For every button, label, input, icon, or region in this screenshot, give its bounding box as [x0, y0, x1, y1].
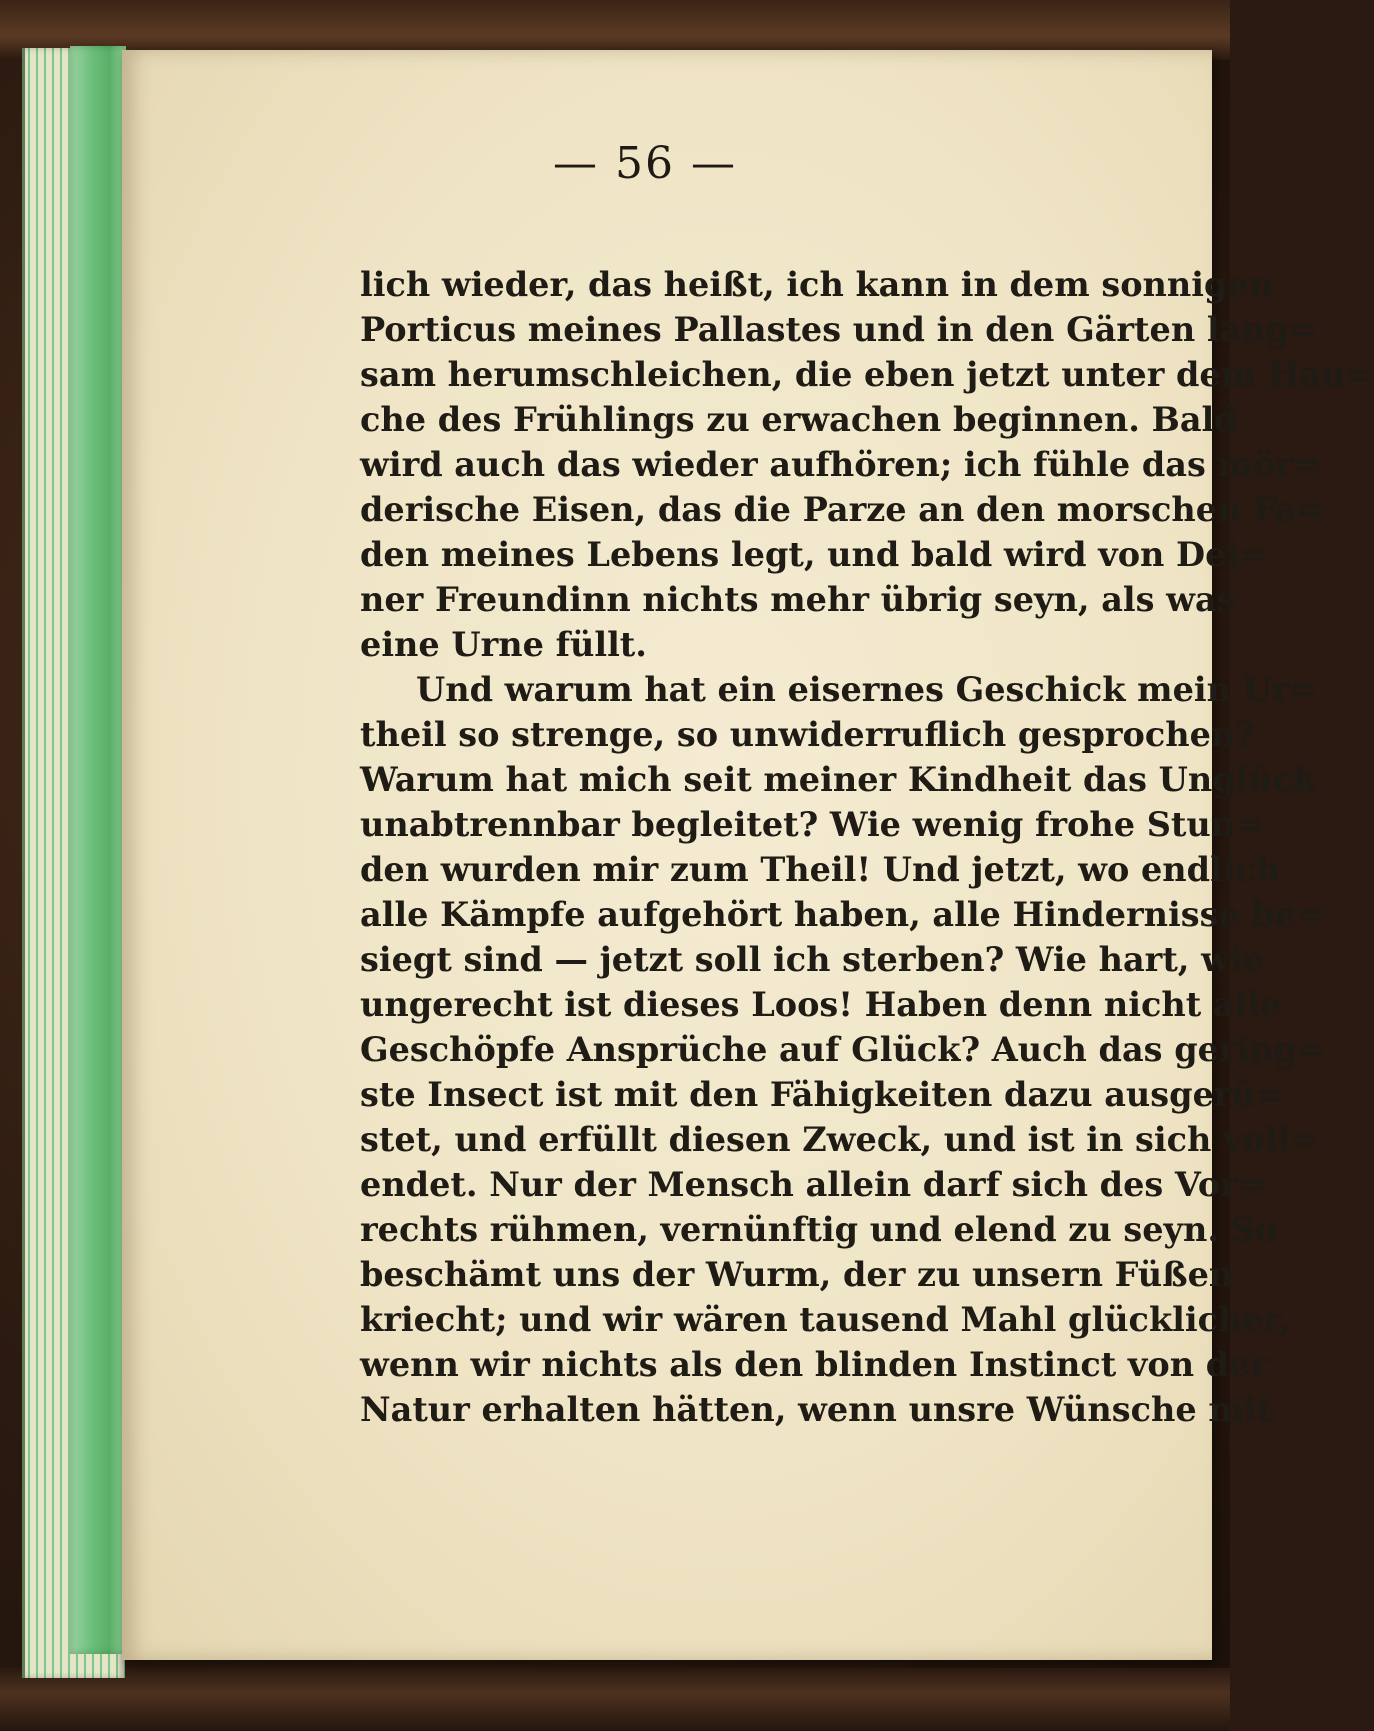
text-line: rechts rühmen, vernünftig und elend zu seyn. So [360, 1210, 1278, 1249]
text-line: Geschöpfe Ansprüche auf Glück? Auch das gering= [360, 1030, 1326, 1069]
page-text [360, 262, 1374, 1432]
green-page-edge [70, 46, 126, 1654]
text-line: theil so strenge, so unwiderruflich gesprochen? [360, 715, 1255, 754]
text-line: endet. Nur der Mensch allein darf sich des Vor= [360, 1165, 1266, 1204]
text-line: eine Urne füllt. [360, 625, 647, 664]
text-line: alle Kämpfe aufgehört haben, alle Hindernisse be= [360, 895, 1325, 934]
text-line: ste Insect ist mit den Fähigkeiten dazu ausgerü= [360, 1075, 1284, 1114]
text-line: unabtrennbar begleitet? Wie wenig frohe Stun= [360, 805, 1264, 844]
text-line: beschämt uns der Wurm, der zu unsern Füßen [360, 1255, 1234, 1294]
text-line: sam herumschleichen, die eben jetzt unter dem Hau= [360, 355, 1374, 394]
text-line: Und warum hat ein eisernes Geschick mein Ur= [416, 670, 1318, 709]
text-line: wird auch das wieder aufhören; ich fühle das mör= [360, 445, 1322, 484]
page-number: — 56 — [553, 138, 737, 189]
paragraph-1 [360, 262, 1374, 667]
book-cover-bottom-edge [0, 1668, 1230, 1731]
text-line: den meines Lebens legt, und bald wird von Dei= [360, 535, 1268, 574]
text-line: lich wieder, das heißt, ich kann in dem sonnigen [360, 265, 1274, 304]
text-line: Natur erhalten hätten, wenn unsre Wünsche mit [360, 1390, 1272, 1429]
text-line: Porticus meines Pallastes und in den Gärten lang= [360, 310, 1318, 349]
text-line: stet, und erfüllt diesen Zweck, und ist in sich voll= [360, 1120, 1319, 1159]
text-line: siegt sind — jetzt soll ich sterben? Wie hart, wie [360, 940, 1264, 979]
text-line: che des Frühlings zu erwachen beginnen. Bald [360, 400, 1238, 439]
paragraph-2 [360, 667, 1326, 1432]
text-line: den wurden mir zum Theil! Und jetzt, wo endlich [360, 850, 1281, 889]
text-line: ungerecht ist dieses Loos! Haben denn nicht alle [360, 985, 1282, 1024]
text-line: Warum hat mich seit meiner Kindheit das Unglück [360, 760, 1317, 799]
text-line: derische Eisen, das die Parze an den morschen Fa= [360, 490, 1325, 529]
text-line: wenn wir nichts als den blinden Instinct von der [360, 1345, 1269, 1384]
text-line: kriecht; und wir wären tausend Mahl glücklicher, [360, 1300, 1291, 1339]
text-line: ner Freundinn nichts mehr übrig seyn, als was [360, 580, 1236, 619]
